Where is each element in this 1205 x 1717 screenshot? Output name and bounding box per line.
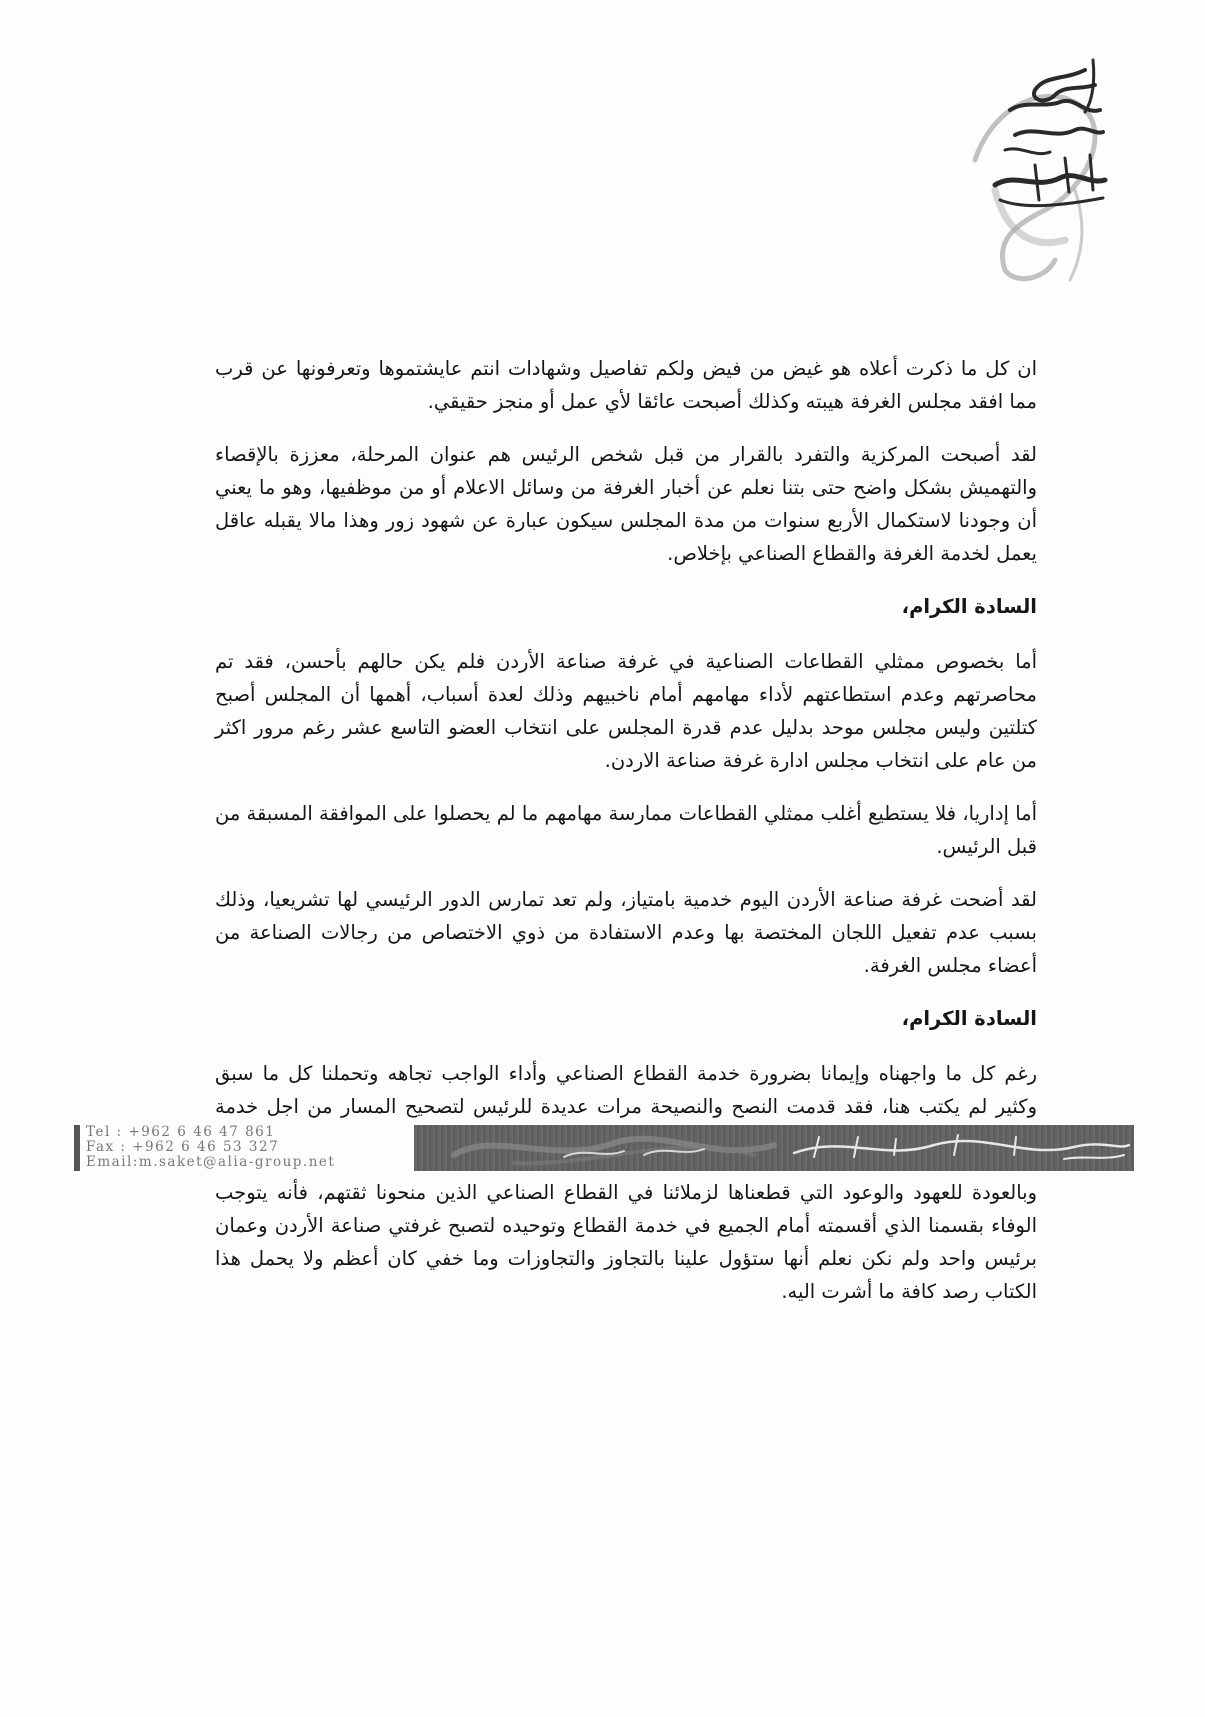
paragraph-1: ان كل ما ذكرت أعلاه هو غيض من فيض ولكم تفاصيل وشهادات انتم عايشتموها وتعرفونها عن قرب مما افقد مجلس الغرفة هيبته وكذلك أصبحت عائقا لأي عمل أو منجز حقيقي. [215,357,1037,413]
paragraph-7: وبالعودة للعهود والوعود التي قطعناها لزملائنا في القطاع الصناعي الذين منحونا ثقتهم، فأنه يتوجب الوفاء بقسمنا الذي أقسمته أمام الجميع في خدمة القطاع وتوحيده لتصبح غرفتي صناعة الأردن وعمان برئيس واحد ولم نكن نعلم أنها ستؤول علينا بالتجاوز والتجاوزات وما خفي كان أعظم ولا يحمل هذا الكتاب رصد كافة ما أشرت اليه. [215,1181,1037,1303]
banner-calligraphy [414,1125,1134,1171]
paragraph-5: لقد أضحت غرفة صناعة الأردن اليوم خدمية بامتياز، ولم تعد تمارس الدور الرئيسي لها تشريعيا، وذلك بسبب عدم تفعيل اللجان المختصة بها وعدم الاستفادة من ذوي الاختصاص من رجالات الصناعة من أعضاء مجلس الغرفة. [215,888,1037,977]
fax-number: Fax : +962 6 46 53 327 [86,1139,280,1155]
paragraph-4: أما إداريا، فلا يستطيع أغلب ممثلي القطاعات ممارسة مهامهم ما لم يحصلوا على الموافقة المسبقة من قبل الرئيس. [215,802,1037,858]
paragraph-3: أما بخصوص ممثلي القطاعات الصناعية في غرفة صناعة الأردن فلم يكن حالهم بأحسن، فقد تم محاصرتهم وعدم استطاعتهم لأداء مهامهم أمام ناخبيهم وذلك لعدة أسباب، أهمها أن المجلس أصبح كتلتين وليس مجلس موحد بدليل عدم قدرة المجلس على انتخاب العضو التاسع عشر رغم مرور اكثر من عام على انتخاب مجلس ادارة غرفة صناعة الاردن. [215,650,1037,772]
letter-body [215,352,1037,1328]
signature-banner [414,1125,1134,1171]
letterhead-footer [74,1125,1134,1171]
contact-block [74,1125,414,1171]
salutation-heading-2: السادة الكرام، [901,1007,1037,1030]
salutation-heading-1: السادة الكرام، [901,595,1037,618]
calligraphy-logo [935,40,1115,290]
email-address: Email:m.saket@alia-group.net [86,1154,336,1170]
paragraph-6: رغم كل ما واجهناه وإيمانا بضرورة خدمة القطاع الصناعي وأداء الواجب تجاهه وتحملنا كل ما سبق وكثير لم يكتب هنا، فقد قدمت النصح والنصيحة مرات عديدة للرئيس لتصحيح المسار من اجل خدمة [215,1062,1037,1118]
phone-number: Tel : +962 6 46 47 861 [86,1124,276,1140]
paragraph-2: لقد أصبحت المركزية والتفرد بالقرار من قبل شخص الرئيس هم عنوان المرحلة، معززة بالإقصاء والتهميش بشكل واضح حتى بتنا نعلم عن أخبار الغرفة من وسائل الاعلام أو من موظفيها، وهو ما يعني أن وجودنا لاستكمال الأربع سنوات من مدة المجلس سيكون عبارة عن شهود زور وهذا مالا يقبله عاقل يعمل لخدمة الغرفة والقطاع الصناعي بإخلاص. [215,443,1037,565]
